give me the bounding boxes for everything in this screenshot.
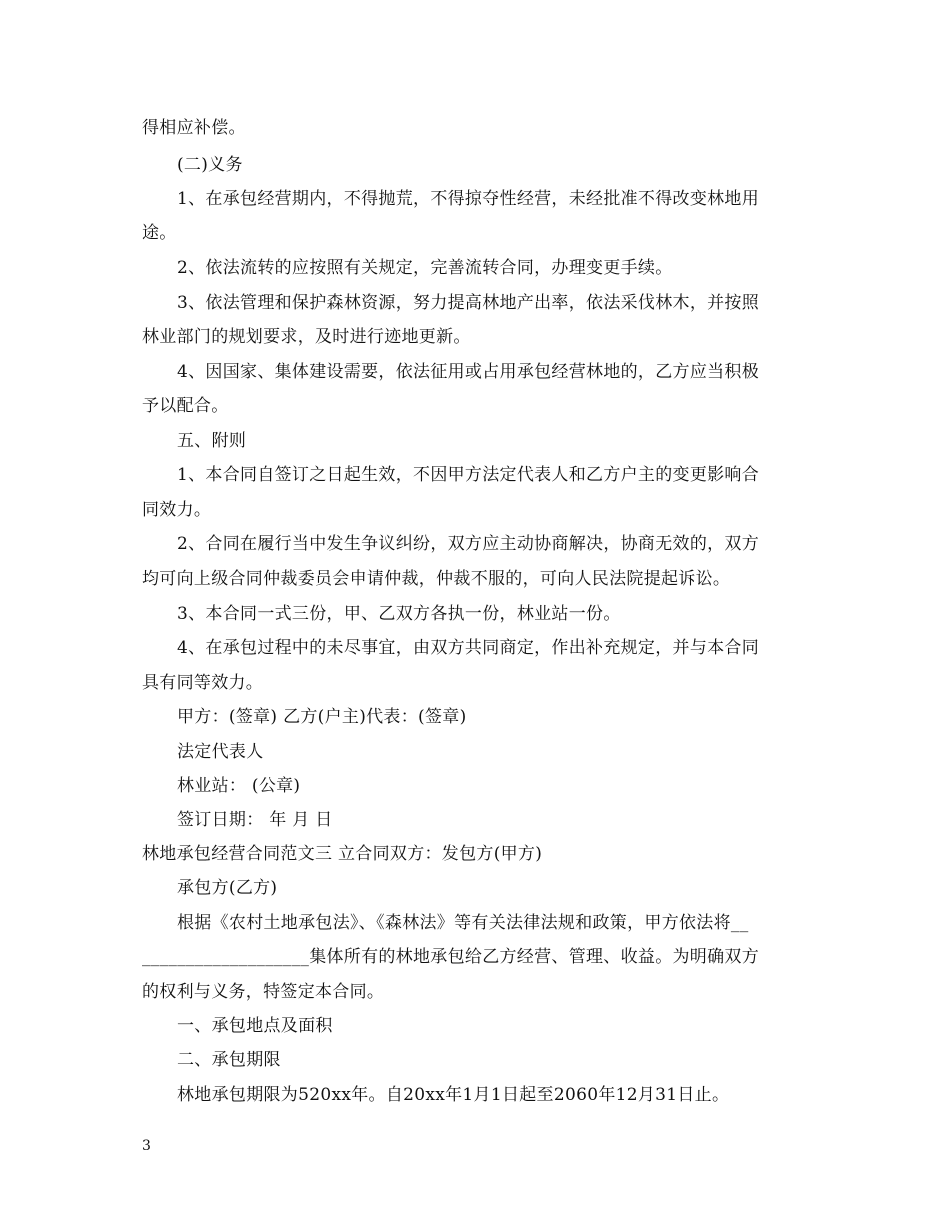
text-line: 得相应补偿。 [142, 118, 246, 138]
text-line: 予以配合。 [142, 396, 229, 416]
section-heading: 一、承包地点及面积 [177, 1016, 333, 1036]
text-line: 2、合同在履行当中发生争议纠纷，双方应主动协商解决，协商无效的，双方 [177, 534, 760, 554]
text-line: 3、依法管理和保护森林资源，努力提高林地产出率，依法采伐林木，并按照 [177, 293, 760, 313]
text-line: 承包方(乙方) [177, 878, 278, 898]
text-line: 具有同等效力。 [142, 673, 264, 693]
text-line: 均可向上级合同仲裁委员会申请仲裁，仲裁不服的，可向人民法院提起诉讼。 [142, 569, 731, 589]
text-line: 3、本合同一式三份，甲、乙双方各执一份，林业站一份。 [177, 604, 621, 624]
text-line: 2、依法流转的应按照有关规定，完善流转合同，办理变更手续。 [177, 258, 673, 278]
section-heading: 五、附则 [177, 431, 247, 451]
text-line: 4、因国家、集体建设需要，依法征用或占用承包经营林地的，乙方应当积极 [177, 362, 760, 382]
page-number: 3 [142, 1138, 151, 1154]
text-line: 1、本合同自签订之日起生效，不因甲方法定代表人和乙方户主的变更影响合 [177, 465, 760, 485]
section-heading: 二、承包期限 [177, 1050, 281, 1070]
text-line: 林地承包期限为520xx年。自20xx年1月1日起至2060年12月31日止。 [177, 1085, 730, 1105]
text-line: ___________________集体所有的林地承包给乙方经营、管理、收益。为明确双方 [142, 947, 759, 967]
date-line: 签订日期： 年 月 日 [177, 810, 333, 830]
signature-line: 甲方：(签章) 乙方(户主)代表：(签章) [177, 707, 467, 727]
text-line: 的权利与义务，特签定本合同。 [142, 982, 385, 1002]
signature-line: 法定代表人 [177, 742, 264, 762]
text-line: 4、在承包过程中的未尽事宜，由双方共同商定，作出补充规定，并与本合同 [177, 638, 760, 658]
signature-line: 林业站： (公章) [177, 776, 301, 796]
section-heading: (二)义务 [177, 155, 243, 175]
text-line: 林业部门的规划要求，及时进行迹地更新。 [142, 327, 471, 347]
text-line: 同效力。 [142, 500, 212, 520]
text-line: 根据《农村土地承包法》、《森林法》等有关法律法规和政策，甲方依法将__ [177, 913, 749, 933]
text-line: 1、在承包经营期内，不得抛荒，不得掠夺性经营，未经批准不得改变林地用 [177, 189, 760, 209]
text-line: 途。 [142, 223, 177, 243]
contract-title: 林地承包经营合同范文三 立合同双方：发包方(甲方) [142, 844, 543, 864]
